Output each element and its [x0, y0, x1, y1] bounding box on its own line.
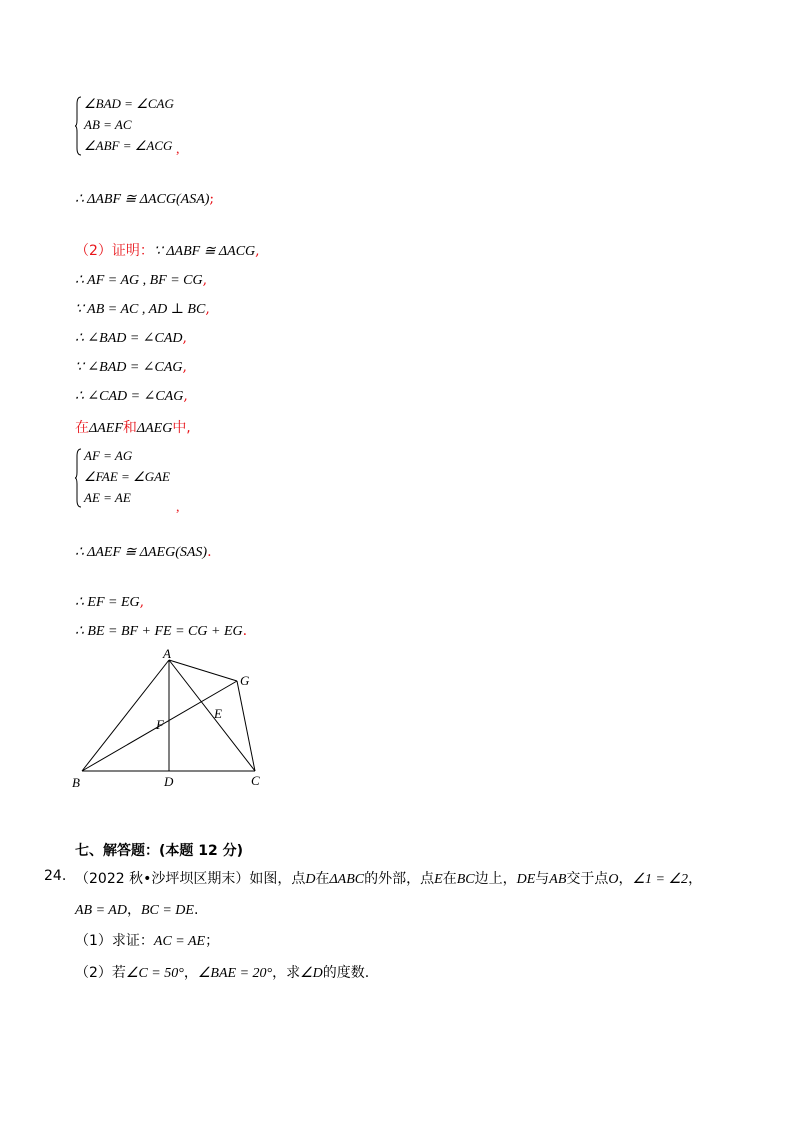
system2-row-2: ∠FAE = ∠GAE: [84, 469, 170, 484]
question-number: 24.: [44, 868, 67, 884]
proof2-step-1: [75, 242, 260, 261]
proof2-step-3-math: ∵ AB = AC , AD ⊥ BC: [75, 302, 206, 317]
section-heading: 七、解答题：(本题 12 分): [75, 843, 244, 859]
proof2-step-2: [75, 271, 207, 290]
in-text-pre: 在: [75, 420, 89, 436]
proof2-step-5-math: ∵ ∠BAD = ∠CAG: [75, 360, 183, 375]
q-comma-1: ，: [618, 871, 633, 887]
left-brace-icon: [75, 96, 82, 156]
q-comma-2: ，: [688, 871, 703, 887]
label-c: C: [251, 773, 260, 788]
q-ab-ad: AB = AD: [75, 903, 127, 918]
proof2-step-6-math: ∴ ∠CAD = ∠CAG: [75, 389, 184, 404]
system1-row-3: ∠ABF = ∠ACG: [84, 138, 173, 153]
q-ab: AB: [549, 872, 567, 887]
part2-label: （2）若: [75, 965, 126, 981]
proof2-step-4-tail: ,: [182, 330, 187, 346]
step-be-math: ∴ BE = BF + FE = CG + EG: [75, 624, 243, 639]
conclusion-1-tail: ;: [209, 191, 215, 207]
part2-degrees: 的度数.: [322, 965, 370, 981]
proof2-step-5-tail: ,: [182, 359, 187, 375]
label-a: A: [163, 646, 171, 661]
step-ef: [75, 593, 144, 612]
step-be: [75, 622, 247, 641]
proof2-step-5: [75, 358, 187, 377]
proof2-step-6: [75, 387, 188, 406]
conclusion-2: [75, 543, 212, 562]
system1-tail: ,: [176, 142, 180, 157]
q-zai-1: 在: [315, 871, 330, 887]
geometry-figure: [70, 645, 280, 795]
system2-tail: ,: [176, 500, 180, 515]
q-intersect: 交于点: [566, 871, 609, 887]
q-outside: 的外部，点: [364, 871, 435, 887]
question-line-1: [75, 868, 702, 888]
proof2-step-2-math: ∴ AF = AG , BF = CG: [75, 273, 203, 288]
proof2-in-text: [75, 419, 191, 438]
label-g: G: [240, 673, 250, 688]
part1-tail: ；: [205, 933, 220, 949]
q-on-side: 边上，: [474, 871, 517, 887]
part1-math: AC = AE: [153, 934, 206, 949]
q-bc: BC: [456, 872, 475, 887]
system1-row-2: AB = AC: [84, 117, 132, 132]
q-yu: 与: [535, 871, 550, 887]
label-b: B: [72, 775, 80, 790]
question-part-1: [75, 930, 219, 950]
proof2-step-2-tail: ,: [202, 272, 208, 288]
proof2-step-1-math: ∵ ΔABF ≅ ΔACG: [153, 244, 256, 259]
in-text-triangle-1: ΔAEF: [89, 421, 123, 436]
segment-ag: [169, 660, 237, 681]
proof2-step-6-tail: ,: [183, 388, 188, 404]
q-d: D: [305, 872, 316, 887]
in-text-triangle-2: ΔAEG: [136, 421, 173, 436]
proof2-step-3-tail: ,: [205, 301, 210, 317]
proof2-step-1-tail: ,: [255, 243, 260, 259]
q-triangle-abc: ΔABC: [329, 872, 365, 887]
q-source: （2022 秋•沙坪坝区期末）如图，点: [75, 871, 306, 887]
segment-ab: [82, 660, 169, 771]
q-zai-2: 在: [442, 871, 457, 887]
label-e: E: [214, 706, 222, 721]
part2-angle-d: ∠D: [300, 966, 323, 981]
system2-row-1: AF = AG: [84, 448, 133, 463]
segment-gc: [237, 681, 255, 771]
part2-ask: ，求: [272, 965, 301, 981]
step-be-tail: .: [242, 623, 248, 639]
proof2-step-4: [75, 329, 187, 348]
system1-row-1: ∠BAD = ∠CAG: [84, 96, 174, 111]
conclusion-2-tail: .: [207, 544, 212, 560]
q-e: E: [434, 872, 443, 887]
conclusion-1-math: ∴ ΔABF ≅ ΔACG(ASA): [75, 192, 210, 207]
part1-label: （1）求证：: [75, 933, 154, 949]
label-f: F: [156, 717, 164, 732]
q-de: DE: [516, 872, 536, 887]
conclusion-2-math: ∴ ΔAEF ≅ ΔAEG(SAS): [75, 545, 208, 560]
proof2-label: （2）证明：: [75, 243, 154, 259]
question-part-2: [75, 962, 369, 982]
q-period: .: [193, 902, 199, 918]
q-comma-3: ，: [126, 902, 141, 918]
in-text-post: 中,: [172, 420, 191, 436]
system2-row-3: AE = AE: [84, 490, 131, 505]
q-angle-eq: ∠1 = ∠2: [632, 872, 689, 887]
q-bc-de: BC = DE: [140, 903, 194, 918]
left-brace-icon: [75, 448, 82, 508]
label-d: D: [164, 774, 174, 789]
step-ef-tail: ,: [139, 594, 145, 610]
question-line-2: [75, 899, 198, 919]
q-o: O: [608, 872, 619, 887]
conclusion-1: [75, 190, 214, 209]
step-ef-math: ∴ EF = EG: [75, 595, 140, 610]
in-text-mid: 和: [122, 420, 137, 436]
proof2-step-4-math: ∴ ∠BAD = ∠CAD: [75, 331, 183, 346]
part2-comma: ，: [183, 965, 198, 981]
proof2-step-3: [75, 300, 210, 319]
part2-angle-c: ∠C = 50°: [125, 966, 184, 981]
part2-angle-bae: ∠BAE = 20°: [197, 966, 273, 981]
